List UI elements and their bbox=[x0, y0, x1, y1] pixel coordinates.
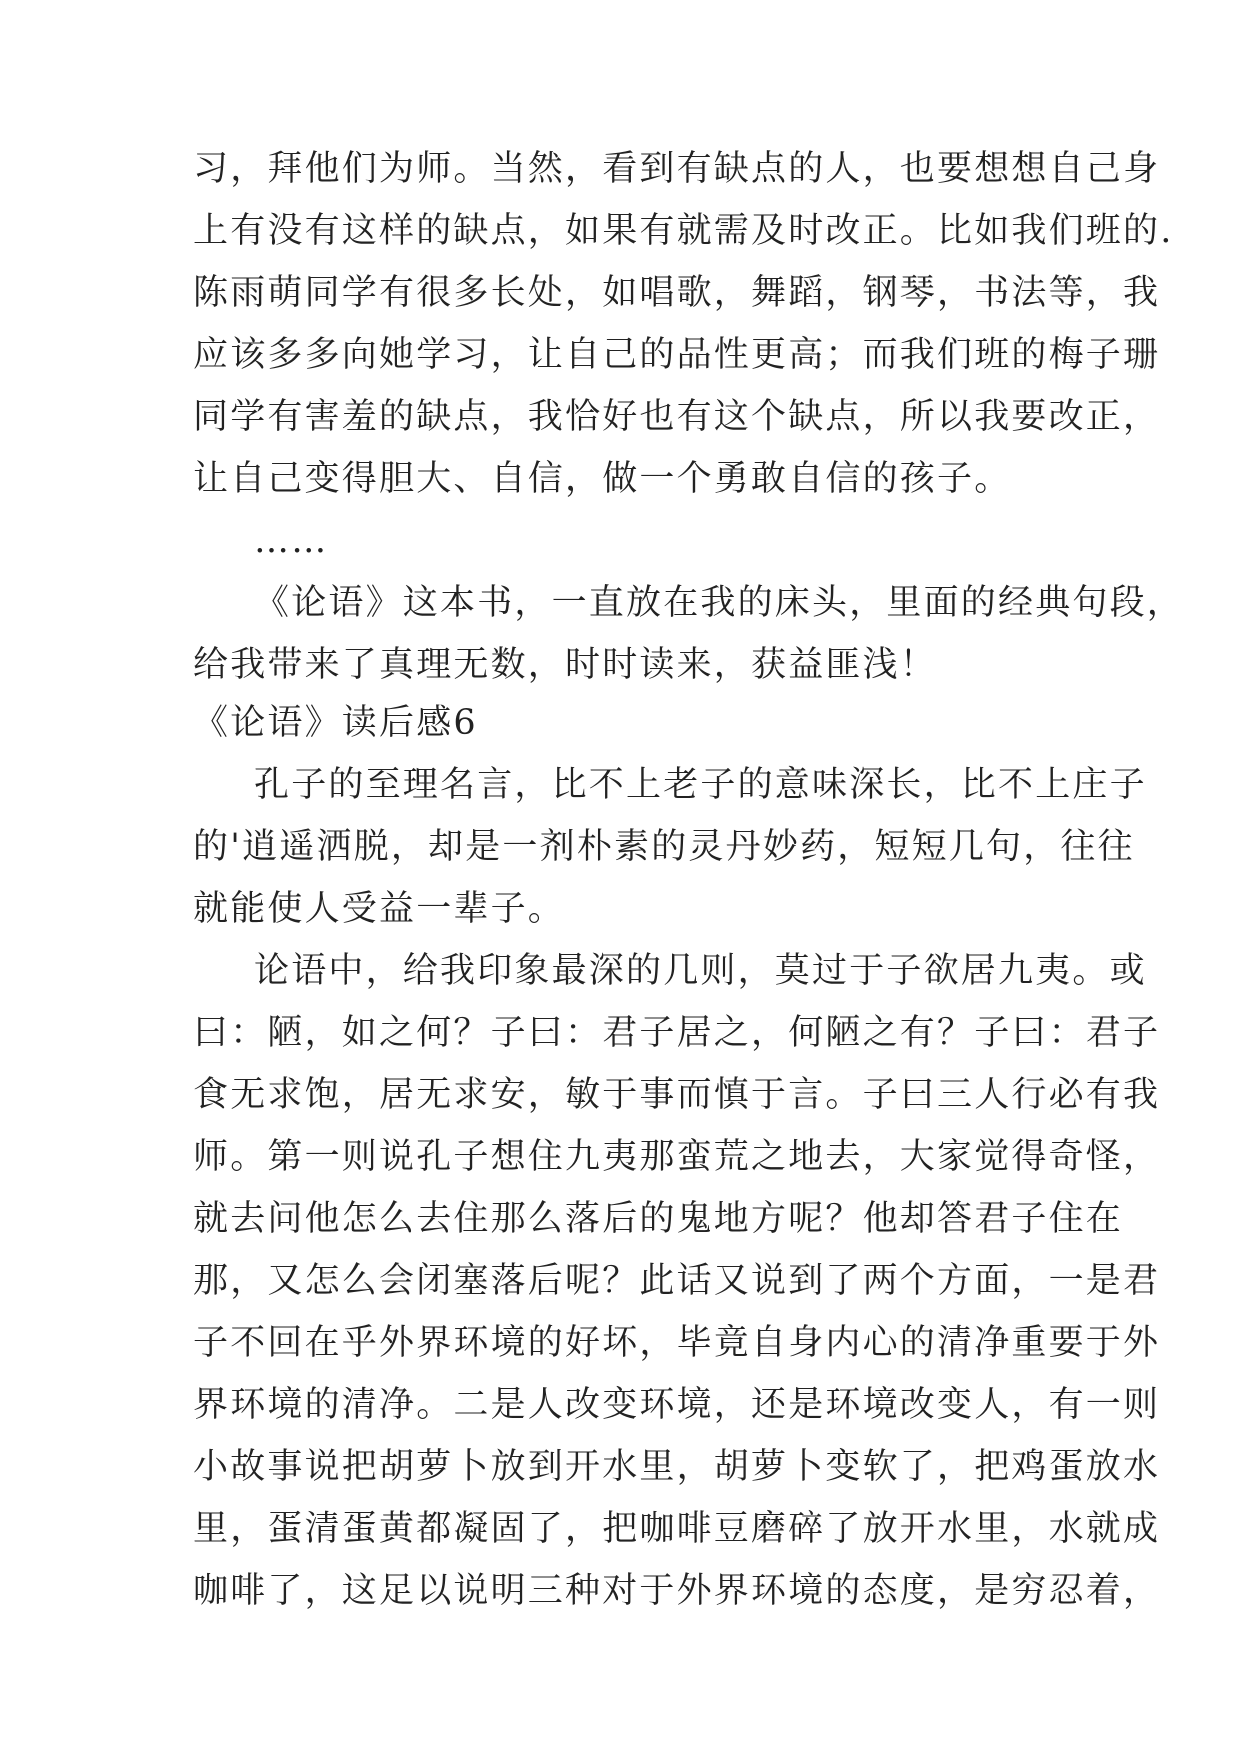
text-line: 的'逍遥洒脱，却是一剂朴素的灵丹妙药，短短几句，往往 bbox=[193, 827, 1135, 867]
text-line: 上有没有这样的缺点，如果有就需及时改正。比如我们班的. bbox=[193, 211, 1174, 251]
text-line: 同学有害羞的缺点，我恰好也有这个缺点，所以我要改正， bbox=[193, 397, 1161, 437]
section-heading: 《论语》读后感6 bbox=[193, 703, 478, 743]
text-line: 习，拜他们为师。当然，看到有缺点的人，也要想想自己身 bbox=[193, 149, 1161, 189]
text-line: 小故事说把胡萝卜放到开水里，胡萝卜变软了，把鸡蛋放水 bbox=[193, 1447, 1161, 1487]
paragraph-start: 论语中，给我印象最深的几则，莫过于子欲居九夷。或 bbox=[254, 951, 1147, 991]
text-line: 师。第一则说孔子想住九夷那蛮荒之地去，大家觉得奇怪， bbox=[193, 1137, 1161, 1177]
text-line: 应该多多向她学习，让自己的品性更高；而我们班的梅子珊 bbox=[193, 335, 1161, 375]
text-line: 就去问他怎么去住那么落后的鬼地方呢？他却答君子住在 bbox=[193, 1199, 1124, 1239]
text-line: 陈雨萌同学有很多长处，如唱歌，舞蹈，钢琴，书法等，我 bbox=[193, 273, 1161, 313]
text-line: 就能使人受益一辈子。 bbox=[193, 889, 566, 929]
text-line: 让自己变得胆大、自信，做一个勇敢自信的孩子。 bbox=[193, 459, 1012, 499]
paragraph-start: 孔子的至理名言，比不上老子的意味深长，比不上庄子 bbox=[254, 765, 1147, 805]
text-line: 食无求饱，居无求安，敏于事而慎于言。子曰三人行必有我 bbox=[193, 1075, 1161, 1115]
text-line: 子不回在乎外界环境的好坏，毕竟自身内心的清净重要于外 bbox=[193, 1323, 1161, 1363]
text-line: 里，蛋清蛋黄都凝固了，把咖啡豆磨碎了放开水里，水就成 bbox=[193, 1509, 1161, 1549]
text-line: 那，又怎么会闭塞落后呢？此话又说到了两个方面，一是君 bbox=[193, 1261, 1161, 1301]
text-line: 给我带来了真理无数，时时读来，获益匪浅！ bbox=[193, 645, 938, 685]
text-line: 咖啡了，这足以说明三种对于外界环境的态度，是穷忍着， bbox=[193, 1571, 1161, 1611]
text-line: 曰：陋，如之何？子曰：君子居之，何陋之有？子曰：君子 bbox=[193, 1013, 1161, 1053]
paragraph-start: 《论语》这本书，一直放在我的床头，里面的经典句段， bbox=[254, 583, 1185, 623]
text-line: 界环境的清净。二是人改变环境，还是环境改变人，有一则 bbox=[193, 1385, 1161, 1425]
ellipsis-line: …… bbox=[254, 521, 329, 561]
